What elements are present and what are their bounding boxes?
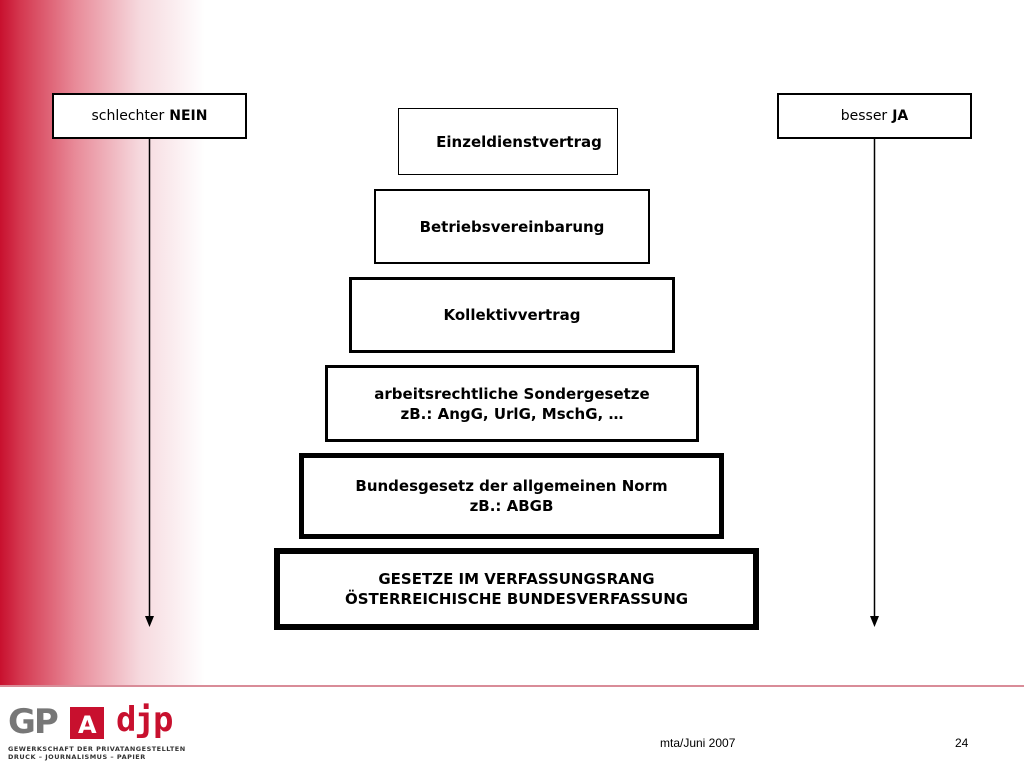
level-collective-agreement (349, 277, 675, 353)
logo-subline-1: GEWERKSCHAFT DER PRIVATANGESTELLTEN (8, 745, 186, 753)
level-2-text: Betriebsvereinbarung (419, 217, 605, 236)
logo-a-text: A (78, 711, 97, 739)
logo-gp-text: GP (8, 702, 57, 742)
level-5-text: Bundesgesetz der allgemeinen Norm (355, 477, 668, 495)
footer-date: mta/Juni 2007 (660, 736, 736, 750)
level-1-text: Einzeldienstvertrag (436, 132, 602, 151)
footer-divider (0, 685, 1024, 687)
level-works-agreement (374, 189, 650, 264)
level-individual-contract (398, 108, 618, 175)
better-emphasis: JA (892, 108, 909, 124)
gpa-djp-logo (8, 700, 208, 763)
logo-djp-text: djp (116, 700, 172, 740)
logo-subline-2: DRUCK – JOURNALISMUS – PAPIER (8, 753, 146, 761)
page-number: 24 (955, 736, 969, 750)
down-arrow-left (144, 139, 155, 627)
worse-emphasis: NEIN (169, 108, 208, 124)
level-6-subtext: ÖSTERREICHISCHE BUNDESVERFASSUNG (344, 590, 689, 608)
level-4-subtext: zB.: AngG, UrlG, MschG, … (400, 404, 624, 423)
level-3-text: Kollektivvertrag (443, 306, 581, 324)
level-5-subtext: zB.: ABGB (469, 497, 554, 515)
logo-a-mark (70, 707, 104, 739)
down-arrow-right (869, 139, 880, 627)
level-general-federal-law (299, 453, 724, 539)
level-4-text: arbeitsrechtliche Sondergesetze (374, 384, 650, 403)
level-constitutional-law (274, 548, 759, 630)
better-yes-box (777, 93, 972, 139)
worse-no-box (52, 93, 247, 139)
level-6-text: GESETZE IM VERFASSUNGSRANG (378, 570, 655, 588)
better-label: besser (840, 108, 888, 124)
worse-label: schlechter (91, 108, 165, 124)
level-special-labour-laws (325, 365, 699, 442)
